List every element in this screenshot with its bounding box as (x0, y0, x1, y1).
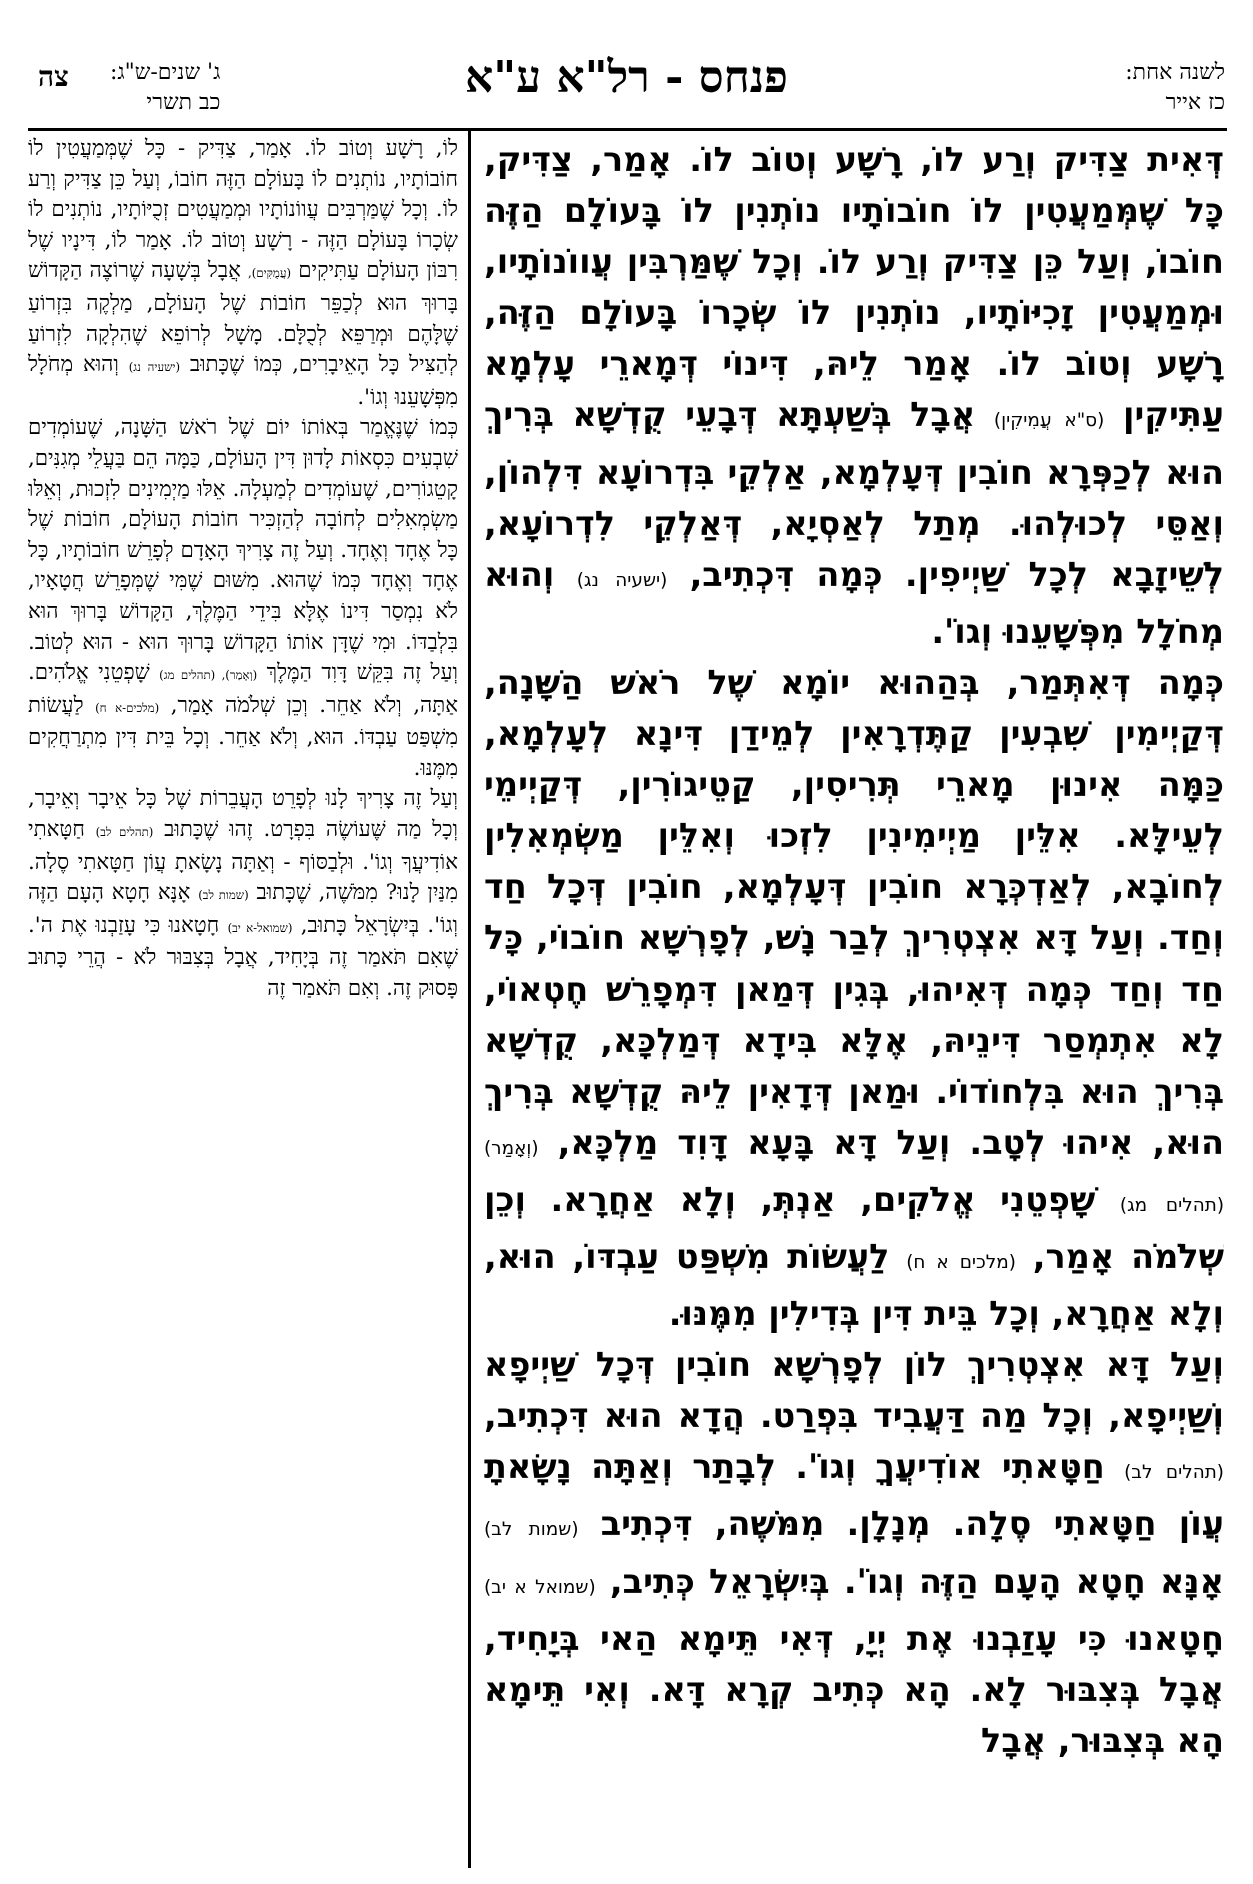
header-divider (28, 128, 1227, 131)
main-text: דְּאִית צַדִּיק וְרַע לוֹ, רָשָׁע וְטוֹב לוֹ. אָמַר, צַדִּיק, כָּל שֶׁמְּמַעֲטִין לוֹ חוֹבוֹתָיו נוֹתְנִין לוֹ בָּעוֹלָם הַזֶּה חוֹבוֹ, וְעַל כֵּן צַדִּיק וְרַע לוֹ. וְכָל שֶׁמַּרְבִּין עֲווֹנוֹתָיו, וּמְמַעֲטִין זָכִיּוֹתָיו, נוֹתְנִין לוֹ שְׂכָרוֹ בָּעוֹלָם הַזֶּה, רָשָׁע וְטוֹב לוֹ. אָמַר לֵיהּ, דִּינוֹי דְּמָארֵי עָלְמָא עַתִּיקִין (484, 140, 1224, 435)
main-reference: (שמואל א יב) (484, 1576, 596, 1598)
main-text: לַעֲשׂוֹת מִשְׁפַּט עַבְדּוֹ, הוּא, וְלָא אַחֲרָא, וְכָל בֵּית דִּין בְּדִילִין מִמֶּנּוּ. (484, 1236, 1224, 1334)
header-left-info (110, 58, 220, 118)
main-text: אֲבָל בְּשַׁעְתָּא דְּבָעֵי קֻדְשָׁא בְּרִיךְ הוּא לְכַפְּרָא חוֹבִין דְּעָלְמָא, אַלְקֵי בִּדְרוֹעָא דִּלְהוֹן, וְאַסֵּי לְכוּלְהוּ. מְתַל לְאַסְיָא, דְּאַלְקֵי לִדְרוֹעָא, לְשֵׁיזָבָא לְכָל שַׁיְיפִין. כְּמָה דִּכְתִיב, (484, 395, 1224, 594)
main-text: שָׁפְטֵנִי אֱלֹקִים, אַנְתְּ, וְלָא אַחֲרָא. וְכֵן שְׁלֹמֹה אָמַר, (484, 1179, 1224, 1276)
translation-text: חָטָאנוּ כִּי עָזַבְנוּ אֶת ה'. שֶׁאִם תֹּאמַר זֶה בְּיָחִיד, אֲבָל בְּצִבּוּר לֹא - הֲרֵי כָּתוּב פָּסוּק זֶה. וְאִם תֹּאמַר זֶה (28, 912, 458, 1002)
translation-text: וְעַל זֶה צָרִיךְ לָנוּ לְפָרֵט הָעֲבֵרוֹת שֶׁל כָּל אֵיבָר וְאֵיבָר, וְכָל מַה שֶּׁעוֹשֶׂה בִּפְרָט. זֶהוּ שֶׁכָּתוּב (28, 786, 458, 843)
translation-text: לוֹ, רָשָׁע וְטוֹב לוֹ. אָמַר, צַדִּיק - כָּל שֶׁמְּמַעֲטִין לוֹ חוֹבוֹתָיו, נוֹתְנִים לוֹ בָּעוֹלָם הַזֶּה חוֹבוֹ, וְעַל כֵּן צַדִּיק וְרַע לוֹ. וְכָל שֶׁמַּרְבִּים עֲווֹנוֹתָיו וּמְמַעֲטִים זְכֻיּוֹתָיו, נוֹתְנִים לוֹ שְׂכָרוֹ בָּעוֹלָם הַזֶּה - רָשָׁע וְטוֹב לוֹ. אָמַר לוֹ, דִּינָיו שֶׁל רִבּוֹן הָעוֹלָם עַתִּיקִים (28, 136, 458, 284)
translation-reference: (מלכים-א ח) (95, 700, 160, 715)
main-text: אָנָּא חָטָא הָעָם הַזֶּה וְגוֹ'. בְּיִשְׂרָאֵל כְּתִיב, (609, 1561, 1224, 1601)
page-number: צה (38, 60, 69, 93)
translation-paragraph (28, 413, 458, 784)
translation-text: אָנָּא חָטָא הָעָם הַזֶּה וְגוֹ'. בְּיִשְׂרָאֵל כָּתוּב, (28, 880, 458, 938)
main-paragraph (484, 657, 1224, 1339)
page-title: פנחס - רל"א ע"א (465, 52, 788, 103)
translation-reference: (תהלים לב) (95, 825, 154, 840)
translation-paragraph (28, 134, 458, 413)
main-text: כְּמָה דְּאִתְּמַר, בְּהַהוּא יוֹמָא שֶׁל רֹאשׁ הַשָּׁנָה, דְּקַיְימִין שִׁבְעִין קַתֶּדְרָאִין לְמֵידַן דִּינָא לְעָלְמָא, כַּמָּה אִינוּן מָארֵי תְּרִיסִין, קַטֵיגוֹרִין, דְּקַיְימֵי לְעֵילָּא. אִלֵּין מַיְימִינִין לִזְכוּ וְאִלֵּין מַשְׂמְאִלִין לְחוֹבָא, לְאַדְכְּרָא חוֹבִין דְּעָלְמָא, חוֹבִין דְּכָל חַד וְחַד. וְעַל דָּא אִצְטְרִיךְ לְבַר נָשׁ, לְפָרְשָׁא חוֹבוֹי, כָּל חַד וְחַד כְּמָה דְּאִיהוּ, בְּגִין דְּמַאן דִּמְפָרֵשׁ חֶטְאוֹי, לָא אִתְמְסַר דִּינֵיהּ, אֶלָּא בִּידָא דְּמַלְכָּא, קֻדְשָׁא בְּרִיךְ הוּא בִּלְחוֹדוֹי. וּמַאן דְּדָאִין לֵיהּ קֻדְשָׁא בְּרִיךְ הוּא, אִיהוּ לְטָב. וְעַל דָּא בָּעָא דָּוִד מַלְכָּא, (484, 662, 1224, 1162)
translation-reference: (שמואל-א יב) (227, 920, 293, 935)
translation-text: חַטָּאתִי אוֹדִיעֲךָ וְגוֹ'. וּלְבַסּוֹף - וְאַתָּה נָשָׂאתָ עֲוֹן חַטָּאתִי סֶלָה. מִנַּיִן לָנוּ? מִמֹּשֶׁה, שֶׁכָּתוּב (28, 817, 458, 906)
main-text: וְהוּא מְחֹלָל מִפְּשָׁעֵנוּ וְגוֹ'. (484, 554, 1224, 651)
main-column (484, 134, 1224, 1869)
translation-text: אֲבָל בְּשָׁעָה שֶׁרוֹצֶה הַקָּדוֹשׁ בָּרוּךְ הוּא לְכַפֵּר חוֹבוֹת שֶׁל הָעוֹלָם, מַלְקֶה בִּזְרוֹעַ שֶׁלָּהֶם וּמְרַפֵּא לְכֻלָּם. מָשָׁל לְרוֹפֵא שֶׁהִלְקָה לִזְרוֹעַ לְהַצִּיל כָּל הָאֵיבָרִים, כְּמוֹ שֶׁכָּתוּב (28, 258, 458, 378)
main-text: וְעַל דָּא אִצְטְרִיךְ לוֹן לְפָרְשָׁא חוֹבִין דְּכָל שַׁיְיפָא וְשַׁיְיפָא, וְכָל מַה דַּעֲבִיד בִּפְרַט. הֲדָא הוּא דִּכְתִיב, (484, 1345, 1224, 1436)
translation-reference: (עֲמֻקִּים), (248, 266, 292, 281)
main-reference: (תהלים לב) (1124, 1462, 1224, 1484)
column-divider (468, 128, 471, 1868)
main-paragraph (484, 134, 1224, 657)
translation-text: לַעֲשׂוֹת מִשְׁפַּט עַבְדּוֹ. הוּא, וְלֹא אַחֵר. וְכָל בֵּית דִּין מִתְרַחֲקִים מִמֶּנּוּ. (28, 692, 458, 781)
main-text: חַטָּאתִי אוֹדִיעֲךָ וְגוֹ'. לְבָתַר וְאַתָּה נָשָׂאתָ עֲוֹן חַטָּאתִי סֶלָה. מְנָלָן. מִמֹּשֶׁה, דִּכְתִיב (484, 1447, 1224, 1544)
translation-reference: (וְאָמַר), (תהלים מג) (159, 668, 258, 683)
header-one-year-label: לשנה אחת: (1125, 60, 1225, 85)
translation-text: כְּמוֹ שֶׁנֶּאֱמַר בְּאוֹתוֹ יוֹם שֶׁל רֹאשׁ הַשָּׁנָה, שֶׁעוֹמְדִים שִׁבְעִים כִּסְאוֹת לָדוּן דִּין הָעוֹלָם, כַּמָּה הֵם בַּעֲלֵי מְגִנִּים, קָטֵגוֹרִים, שֶׁעוֹמְדִים לְמַעְלָה. אֵלּוּ מַיְמִינִים לִזְכוּת, וְאֵלּוּ מַשְׂמְאִלִים לְחוֹבָה לְהַזְכִּיר חוֹבוֹת הָעוֹלָם, חוֹבוֹת שֶׁל כָּל אֶחָד וְאֶחָד. וְעַל זֶה צָרִיךְ הָאָדָם לְפָרֵשׁ חוֹבוֹתָיו, כָּל אֶחָד וְאֶחָד כְּמוֹ שֶׁהוּא. מִשּׁוּם שֶׁמִּי שֶׁמְּפָרֵשׁ חֲטָאָיו, לֹא נִמְסַר דִּינוֹ אֶלָּא בִּידֵי הַמֶּלֶךְ, הַקָּדוֹשׁ בָּרוּךְ הוּא בִּלְבַדּוֹ. וּמִי שֶׁדָּן אוֹתוֹ הַקָּדוֹשׁ בָּרוּךְ הוּא - הוּא לְטוֹב. וְעַל זֶה בִּקֵּשׁ דָּוִד הַמֶּלֶךְ (28, 415, 458, 686)
translation-text: וְהוּא מְחֹלָל מִפְּשָׁעֵנוּ וְגוֹ'. (28, 352, 458, 410)
translation-paragraph (28, 784, 458, 1004)
main-paragraph (484, 1339, 1224, 1766)
translation-reference: (שמות לב) (198, 888, 249, 903)
main-reference: (ישעיה נג) (576, 569, 668, 591)
header-three-year-label: ג' שנים-ש"ג: (110, 60, 221, 85)
page-header (0, 0, 1253, 115)
header-three-year-date: כב תשרי (146, 90, 221, 115)
main-reference: (ס"א עֲמִיקִין) (993, 410, 1105, 432)
main-reference: (שמות לב) (484, 1519, 579, 1541)
translation-reference: (ישעיה נג) (128, 360, 181, 375)
translation-column (28, 134, 458, 1869)
main-reference: (וְאָמַר) (תהלים מג) (484, 1137, 1224, 1216)
translation-text: שָׁפְטֵנִי אֱלֹהִים. אַתָּה, וְלֹא אַחֵר. וְכֵן שְׁלֹמֹה אָמַר, (28, 660, 458, 718)
main-text: חָטָאנוּ כִּי עָזַבְנוּ אֶת יְיָ, דְּאִי תֵּימָא הַאי בְּיָחִיד, אֲבָל בְּצִבּוּר לָא. הָא כְּתִיב קְרָא דָּא. וְאִי תֵּימָא הָא בְּצִבּוּר, אֲבָל (484, 1618, 1224, 1760)
header-one-year-date: כז אייר (1165, 90, 1225, 115)
main-reference: (מלכים א ח) (906, 1251, 1016, 1273)
